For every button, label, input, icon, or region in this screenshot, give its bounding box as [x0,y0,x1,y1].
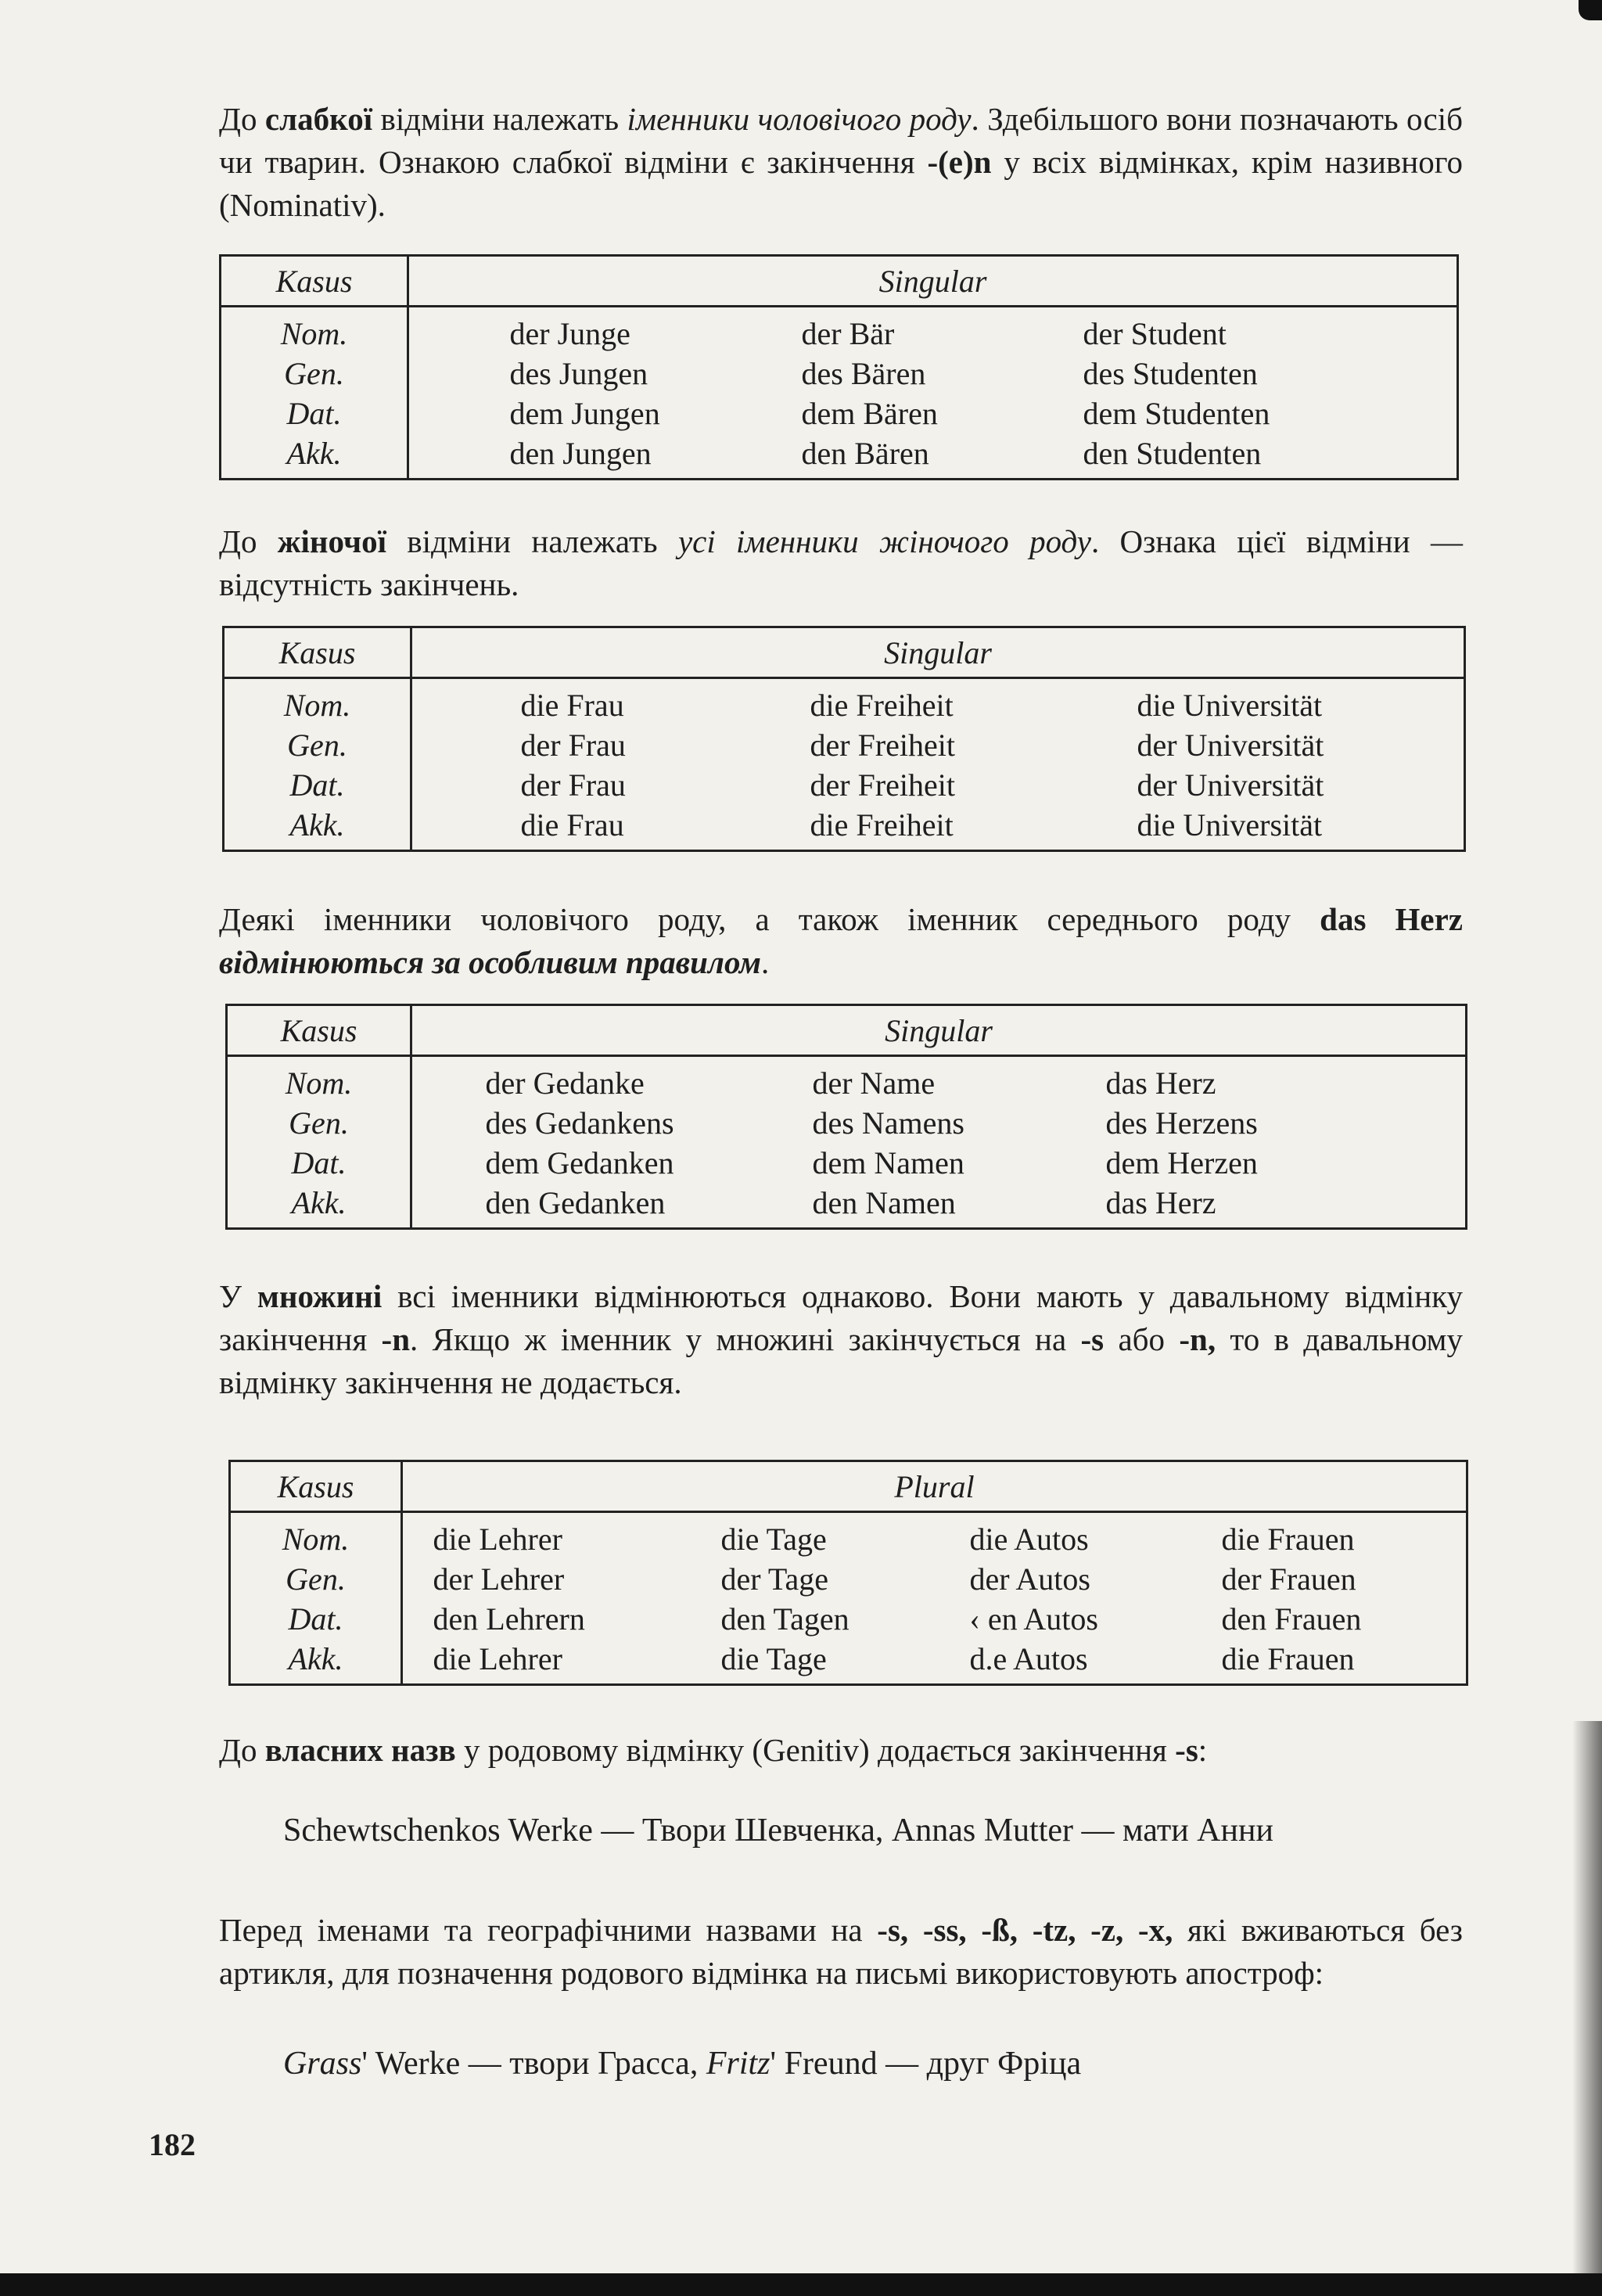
table-cell: den Bären [801,436,929,471]
table-cell: der Gedanke [485,1065,645,1101]
table-cell: des Jungen [509,356,648,391]
scan-corner-shadow [1579,0,1602,20]
case-label: Akk. [227,1183,411,1229]
proper-names-example: Schewtschenkos Werke — Твори Шевченка, Annas Mutter — мати Анни [283,1813,1273,1849]
feminine-declension-paragraph: До жіночої відміни належать усі іменники жіночого роду. Ознака цієї відміни — відсутність закінчень. [219,523,1463,602]
table-cell: die Lehrer [433,1641,562,1676]
table-cell: die Frauen [1221,1522,1355,1557]
table-cell: der Frau [520,767,626,803]
case-label: Dat. [221,393,408,433]
table-cell: der Freiheit [810,728,955,763]
scan-edge-shadow [1572,1721,1602,2296]
table-cell: der Frauen [1221,1561,1356,1597]
table-cell: dem Gedanken [485,1145,674,1180]
table-cell: der Lehrer [433,1561,565,1597]
number-header: Plural [402,1461,1467,1512]
weak-declension-table [219,254,1459,480]
table-cell: die Lehrer [433,1522,562,1557]
plural-declension-table [228,1460,1468,1686]
table-cell: den Jungen [509,436,652,471]
case-label: Gen. [221,354,408,393]
table-cell: der Universität [1137,728,1324,763]
table-cell: dem Namen [812,1145,964,1180]
table-cell: des Bären [801,356,926,391]
table-cell: die Autos [969,1522,1089,1557]
case-label: Gen. [227,1103,411,1143]
table-cell: dem Jungen [509,396,660,431]
table-cell: der Freiheit [810,767,955,803]
plural-paragraph: У множині всі іменники відмінюються однаково. Вони мають у давальному відмінку закінчення -n. Якщо ж іменник у множині закінчується на -s або -n, то в давальному відмінку закінчення не додається. [219,1278,1464,1400]
number-header: Singular [411,627,1465,678]
table-cell: die Tage [720,1641,827,1676]
table-cell: die Tage [720,1522,827,1557]
number-header: Singular [408,256,1458,307]
case-label: Gen. [224,725,411,765]
special-declension-table [225,1004,1467,1230]
table-cell: dem Herzen [1105,1145,1258,1180]
table-cell: den Namen [812,1185,956,1220]
table-cell: den Studenten [1083,436,1262,471]
page-number: 182 [149,2127,196,2162]
kasus-header: Kasus [224,627,411,678]
table-cell: dem Bären [801,396,938,431]
table-cell: des Studenten [1083,356,1258,391]
scan-bottom-border [0,2273,1602,2296]
table-cell: der Junge [509,316,630,351]
apostrophe-paragraph: Перед іменами та географічними назвами на -s, -ss, -ß, -tz, -z, -x, які вживаються без артикля, для позначення родового відмінка на письмі використовують апостроф: [219,1912,1463,1991]
table-cell: den Lehrern [433,1601,585,1637]
table-cell: der Bär [801,316,895,351]
case-label: Akk. [221,433,408,480]
case-label: Dat. [227,1143,411,1183]
number-header: Singular [411,1005,1467,1056]
table-cell: das Herz [1105,1185,1216,1220]
table-cell: der Tage [720,1561,828,1597]
table-cell: ‹ en Autos [969,1601,1098,1637]
table-cell: die Frauen [1221,1641,1355,1676]
case-label: Gen. [230,1559,402,1599]
table-cell: die Frau [520,807,624,843]
case-label: Nom. [221,307,408,354]
case-label: Akk. [224,805,411,851]
case-label: Dat. [230,1599,402,1639]
table-cell: dem Studenten [1083,396,1270,431]
apostrophe-example: Grass' Werke — твори Грасса, Fritz' Freund — друг Фріца [283,2046,1082,2082]
table-cell: des Herzens [1105,1105,1258,1141]
kasus-header: Kasus [230,1461,402,1512]
table-cell: die Freiheit [810,688,954,723]
weak-declension-paragraph: До слабкої відміни належать іменники чоловічого роду. Здебільшого вони позначають осіб чи тварин. Ознакою слабкої відміни є закінчення -(e)n у всіх відмінках, крім називного (Nominativ). [219,101,1463,223]
table-cell: den Tagen [720,1601,849,1637]
table-cell: die Freiheit [810,807,954,843]
proper-names-paragraph: До власних назв у родовому відмінку (Genitiv) додається закінчення -s: [219,1732,1208,1768]
table-cell: der Frau [520,728,626,763]
table-cell: der Student [1083,316,1227,351]
table-cell: das Herz [1105,1065,1216,1101]
table-cell: der Name [812,1065,936,1101]
case-label: Dat. [224,765,411,805]
table-cell: den Frauen [1221,1601,1362,1637]
kasus-header: Kasus [221,256,408,307]
table-cell: die Universität [1137,688,1323,723]
case-label: Nom. [224,678,411,726]
kasus-header: Kasus [227,1005,411,1056]
table-cell: des Gedankens [485,1105,674,1141]
table-cell: der Universität [1137,767,1324,803]
case-label: Nom. [230,1512,402,1560]
table-cell: die Universität [1137,807,1323,843]
case-label: Nom. [227,1056,411,1104]
table-cell: d.e Autos [969,1641,1088,1676]
table-cell: der Autos [969,1561,1090,1597]
case-label: Akk. [230,1639,402,1685]
table-cell: des Namens [812,1105,964,1141]
special-declension-paragraph: Деякі іменники чоловічого роду, а також іменник середнього роду das Herz відмінюються за особливим правилом. [219,901,1463,980]
feminine-declension-table [222,626,1466,852]
table-cell: die Frau [520,688,624,723]
table-cell: den Gedanken [485,1185,666,1220]
